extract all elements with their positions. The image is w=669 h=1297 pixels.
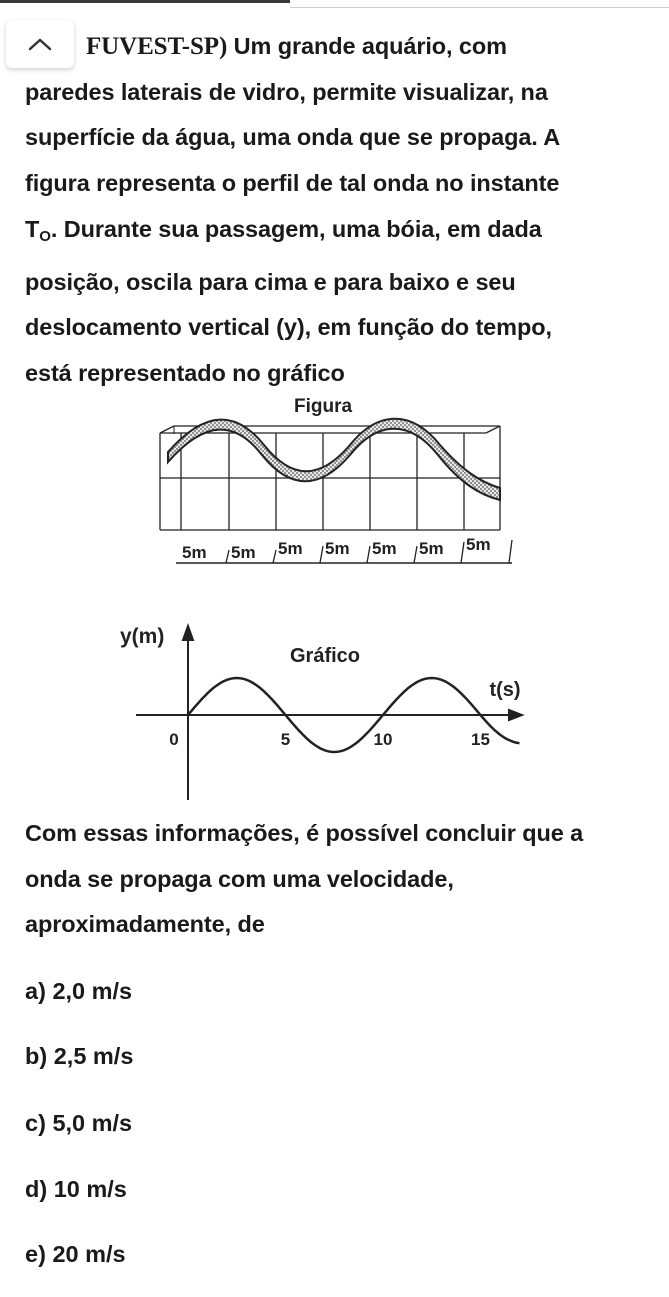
- x-tick-10: 10: [373, 730, 393, 749]
- segment-separators: [226, 540, 512, 563]
- segment-label-3: 5m: [278, 539, 303, 558]
- x-tick-15: 15: [471, 730, 490, 749]
- question-source: FUVEST-SP): [86, 33, 228, 60]
- option-d[interactable]: d) 10 m/s: [25, 1176, 127, 1202]
- figure-title: Figura: [293, 396, 353, 417]
- progress-fill: [0, 0, 290, 3]
- segment-label-1: 5m: [182, 543, 207, 562]
- x-axis-label: t(s): [489, 679, 521, 701]
- option-e[interactable]: e) 20 m/s: [25, 1241, 126, 1267]
- aquarium-box: [160, 426, 500, 530]
- x-tick-5: 5: [280, 730, 291, 749]
- series-line: [188, 678, 520, 752]
- segment-label-2: 5m: [231, 543, 256, 562]
- segment-label-6: 5m: [419, 539, 444, 558]
- option-b[interactable]: b) 2,5 m/s: [25, 1043, 134, 1069]
- progress-track: [290, 7, 669, 8]
- option-a[interactable]: a) 2,0 m/s: [25, 978, 133, 1004]
- segment-label-4: 5m: [325, 539, 350, 558]
- segment-label-7: 5m: [466, 535, 491, 554]
- figure-segment-labels: [182, 535, 491, 562]
- graph-title: Gráfico: [289, 645, 361, 667]
- conclusion-text: Com essas informações, é possível concluir que a onda se propaga com uma velocidade, aproximadamente, de: [25, 820, 584, 938]
- y-axis-label: y(m): [120, 625, 165, 648]
- x-tick-0: 0: [169, 730, 179, 749]
- graph-axes: [136, 626, 522, 800]
- y-axis-arrow: [183, 626, 193, 640]
- segment-label-5: 5m: [372, 539, 397, 558]
- x-axis-arrow: [509, 710, 522, 720]
- x-tick-labels: [169, 730, 490, 749]
- top-progress-bar: [0, 0, 669, 9]
- wave-surface: [168, 419, 500, 500]
- option-c[interactable]: c) 5,0 m/s: [25, 1110, 133, 1136]
- question-text: FUVEST-SP) Um grande aquário, com paredes laterais de vidro, permite visualizar, na superfície da água, uma onda que se propaga. A figura representa o perfil de tal onda no instante $T_O$. Durante sua passagem, uma bóia, em dada posição, oscila para cima e para baixo e seu deslocamento vertical (y), em função do tempo, está representado no gráfico: [25, 33, 561, 386]
